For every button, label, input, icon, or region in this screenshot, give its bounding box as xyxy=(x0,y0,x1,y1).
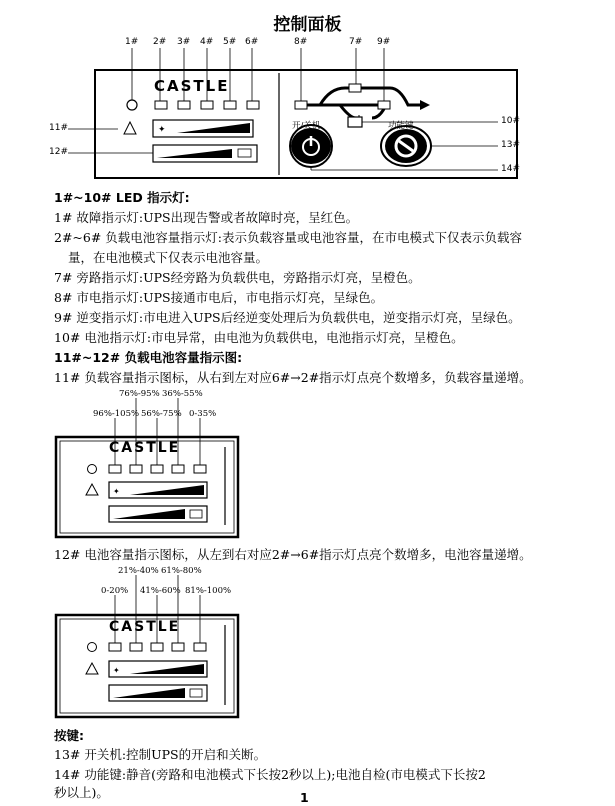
brand-logo-top: CASTLE xyxy=(154,77,230,95)
load-label-56-75: 56%-75% xyxy=(141,409,182,419)
control-panel-diagram xyxy=(0,0,615,200)
load-label-76-95: 76%-95% xyxy=(119,389,160,399)
svg-text:✦: ✦ xyxy=(113,487,120,496)
led-9-inverter xyxy=(378,101,390,109)
callout-7: 7# xyxy=(349,37,363,47)
led-1-fault xyxy=(127,100,137,110)
callout-1: 1# xyxy=(125,37,139,47)
led-line-9: 9# 逆变指示灯:市电进入UPS后经逆变处理后为负载供电，逆变指示灯亮，呈绿色。 xyxy=(54,310,521,325)
page-title: 控制面板 xyxy=(273,15,342,35)
callout-11: 11# xyxy=(49,123,68,133)
led-line-1: 1# 故障指示灯:UPS出现告警或者故障时亮，呈红色。 xyxy=(54,210,359,225)
svg-text:✦: ✦ xyxy=(158,125,166,135)
callout-14: 14# xyxy=(501,164,520,174)
callout-5: 5# xyxy=(223,37,237,47)
page-number: 1 xyxy=(300,790,309,805)
battery-label-21-40: 21%-40% xyxy=(118,566,159,576)
keys-heading: 按键: xyxy=(54,728,84,743)
callout-13: 13# xyxy=(501,140,520,150)
led-line-7: 7# 旁路指示灯:UPS经旁路为负载供电，旁路指示灯亮，呈橙色。 xyxy=(54,270,421,285)
callout-10: 10# xyxy=(501,116,520,126)
callout-12: 12# xyxy=(49,147,68,157)
battery-capacity-line: 12# 电池容量指示图标，从左到右对应2#→6#指示灯点亮个数增多，电池容量递增。 xyxy=(54,547,532,562)
callout-6: 6# xyxy=(245,37,259,47)
warning-icon xyxy=(124,122,136,134)
load-label-0-35: 0-35% xyxy=(189,409,217,419)
battery-label-41-60: 41%-60% xyxy=(140,586,181,596)
key-13-line: 13# 开关机:控制UPS的开启和关断。 xyxy=(54,747,267,762)
battery-label-81-100: 81%-100% xyxy=(185,586,232,596)
led-line-8: 8# 市电指示灯:UPS接通市电后，市电指示灯亮，呈绿色。 xyxy=(54,290,384,305)
key-14-line-cont: 秒以上)。 xyxy=(54,785,109,800)
power-label: 开/关机 xyxy=(292,121,321,131)
led-line-3: 量，在电池模式下仅表示电池容量。 xyxy=(68,250,269,265)
callout-2: 2# xyxy=(153,37,167,47)
load-label-96-105: 96%-105% xyxy=(93,409,140,419)
battery-label-0-20: 0-20% xyxy=(101,586,129,596)
led-line-2: 2#~6# 负载电池容量指示灯:表示负载容量或电池容量，在市电模式下仅表示负载容 xyxy=(54,230,523,245)
callout-8: 8# xyxy=(294,37,308,47)
svg-text:✦: ✦ xyxy=(113,666,120,675)
battery-capacity-diagram xyxy=(0,565,615,725)
led-8-mains xyxy=(295,101,307,109)
function-label: 功能键 xyxy=(388,121,414,131)
brand-logo-load: CASTLE xyxy=(109,440,181,456)
callout-3: 3# xyxy=(177,37,191,47)
callout-9: 9# xyxy=(377,37,391,47)
load-capacity-line: 11# 负载容量指示图标，从右到左对应6#→2#指示灯点亮个数增多，负载容量递增。 xyxy=(54,370,532,385)
key-14-line: 14# 功能键:静音(旁路和电池模式下长按2秒以上);电池自检(市电模式下长按2 xyxy=(54,767,486,782)
load-label-36-55: 36%-55% xyxy=(162,389,203,399)
led-7-bypass xyxy=(349,84,361,92)
led-10-battery xyxy=(348,117,362,127)
callout-4: 4# xyxy=(200,37,214,47)
brand-logo-battery: CASTLE xyxy=(109,619,181,635)
battery-label-61-80: 61%-80% xyxy=(161,566,202,576)
capacity-heading: 11#~12# 负载电池容量指示图: xyxy=(54,350,243,365)
led-line-10: 10# 电池指示灯:市电异常，由电池为负载供电，电池指示灯亮，呈橙色。 xyxy=(54,330,464,345)
led-heading: 1#~10# LED 指示灯: xyxy=(54,190,190,205)
